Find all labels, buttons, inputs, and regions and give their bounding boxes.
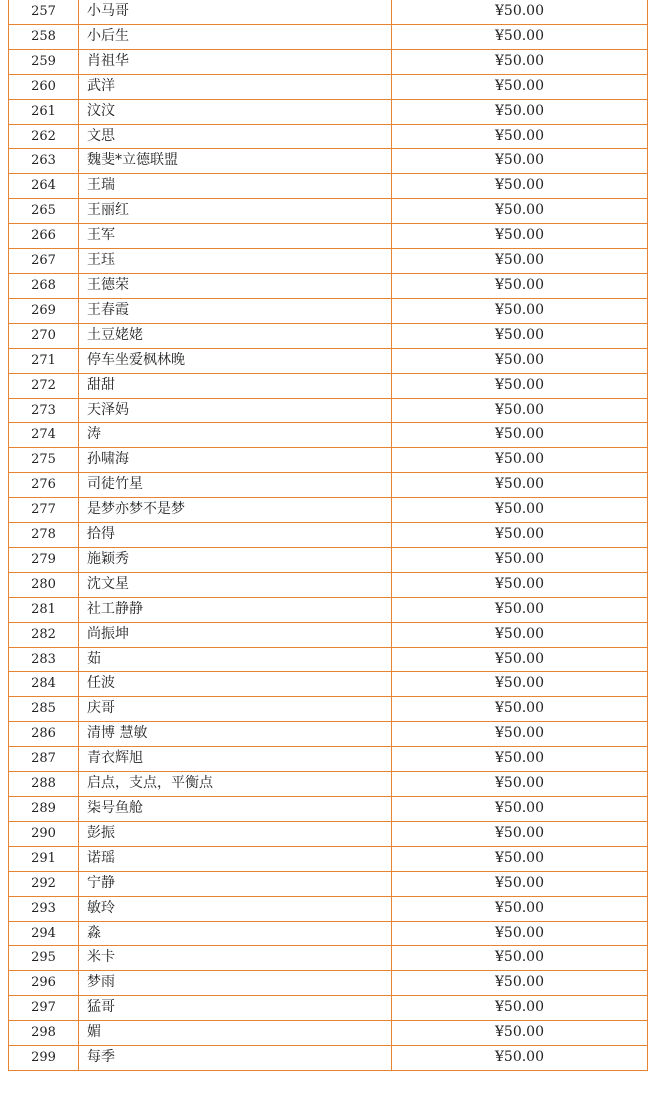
donation-amount: ¥50.00 [392,821,648,846]
table-row [9,523,648,548]
donation-amount: ¥50.00 [392,672,648,697]
donation-amount: ¥50.00 [392,473,648,498]
donor-name: 梦雨 [79,971,392,996]
donation-amount: ¥50.00 [392,348,648,373]
table-row [9,99,648,124]
row-number: 277 [9,498,79,523]
donation-amount: ¥50.00 [392,597,648,622]
donor-table [8,0,648,1071]
table-row [9,821,648,846]
table-row [9,473,648,498]
row-number: 258 [9,24,79,49]
table-row [9,0,648,24]
donor-name: 司徒竹星 [79,473,392,498]
donation-amount: ¥50.00 [392,747,648,772]
donor-name: 王军 [79,224,392,249]
donor-name: 任波 [79,672,392,697]
row-number: 266 [9,224,79,249]
table-row [9,174,648,199]
table-row [9,896,648,921]
row-number: 283 [9,647,79,672]
table-row [9,797,648,822]
table-row [9,647,648,672]
donation-amount: ¥50.00 [392,149,648,174]
donation-amount: ¥50.00 [392,498,648,523]
donation-amount: ¥50.00 [392,298,648,323]
donor-name: 王德荣 [79,273,392,298]
donor-name: 是梦亦梦不是梦 [79,498,392,523]
row-number: 276 [9,473,79,498]
table-row [9,373,648,398]
row-number: 278 [9,523,79,548]
row-number: 269 [9,298,79,323]
donation-amount: ¥50.00 [392,224,648,249]
table-row [9,423,648,448]
table-row [9,672,648,697]
row-number: 275 [9,448,79,473]
donor-name: 孙啸海 [79,448,392,473]
row-number: 265 [9,199,79,224]
donation-amount: ¥50.00 [392,124,648,149]
table-row [9,249,648,274]
table-row [9,547,648,572]
donor-name: 每季 [79,1046,392,1071]
row-number: 289 [9,797,79,822]
donor-name: 宁静 [79,871,392,896]
table-row [9,572,648,597]
table-row [9,747,648,772]
row-number: 259 [9,49,79,74]
donor-name: 清博 慧敏 [79,722,392,747]
donor-name: 猛哥 [79,996,392,1021]
row-number: 274 [9,423,79,448]
donor-name: 王丽红 [79,199,392,224]
donation-amount: ¥50.00 [392,49,648,74]
donor-name: 沈文星 [79,572,392,597]
donor-name: 肖祖华 [79,49,392,74]
donation-amount: ¥50.00 [392,722,648,747]
donation-amount: ¥50.00 [392,572,648,597]
row-number: 294 [9,921,79,946]
table-row [9,1046,648,1071]
row-number: 298 [9,1021,79,1046]
table-row [9,921,648,946]
donor-name: 米卡 [79,946,392,971]
table-row [9,224,648,249]
row-number: 268 [9,273,79,298]
donation-amount: ¥50.00 [392,622,648,647]
donation-amount: ¥50.00 [392,946,648,971]
row-number: 291 [9,846,79,871]
donor-name: 茹 [79,647,392,672]
donor-name: 启点，支点，平衡点 [79,772,392,797]
table-row [9,49,648,74]
table-row [9,498,648,523]
table-row [9,846,648,871]
row-number: 284 [9,672,79,697]
row-number: 280 [9,572,79,597]
row-number: 264 [9,174,79,199]
table-row [9,722,648,747]
donation-amount: ¥50.00 [392,99,648,124]
table-row [9,199,648,224]
donation-amount: ¥50.00 [392,871,648,896]
donation-amount: ¥50.00 [392,797,648,822]
donor-name: 淼 [79,921,392,946]
donor-name: 拾得 [79,523,392,548]
donor-name: 媚 [79,1021,392,1046]
table-row [9,772,648,797]
donor-name: 汶汶 [79,99,392,124]
table-row [9,273,648,298]
donation-amount: ¥50.00 [392,547,648,572]
donor-name: 施颖秀 [79,547,392,572]
table-row [9,697,648,722]
donor-table-body [9,0,648,1070]
donation-amount: ¥50.00 [392,249,648,274]
row-number: 295 [9,946,79,971]
donor-name: 社工静静 [79,597,392,622]
donation-amount: ¥50.00 [392,24,648,49]
row-number: 299 [9,1046,79,1071]
donor-name: 小马哥 [79,0,392,24]
donation-amount: ¥50.00 [392,199,648,224]
donation-amount: ¥50.00 [392,921,648,946]
donor-name: 青衣辉旭 [79,747,392,772]
row-number: 271 [9,348,79,373]
donation-amount: ¥50.00 [392,647,648,672]
donation-amount: ¥50.00 [392,1021,648,1046]
row-number: 290 [9,821,79,846]
donation-amount: ¥50.00 [392,772,648,797]
donation-amount: ¥50.00 [392,174,648,199]
row-number: 281 [9,597,79,622]
row-number: 273 [9,398,79,423]
donor-name: 王春霞 [79,298,392,323]
donation-amount: ¥50.00 [392,323,648,348]
table-row [9,124,648,149]
donor-name: 王瑞 [79,174,392,199]
table-row [9,996,648,1021]
donation-amount: ¥50.00 [392,996,648,1021]
donor-name: 敏玲 [79,896,392,921]
donor-name: 甜甜 [79,373,392,398]
donation-amount: ¥50.00 [392,74,648,99]
table-row [9,971,648,996]
row-number: 285 [9,697,79,722]
table-row [9,298,648,323]
donor-name: 天泽妈 [79,398,392,423]
row-number: 257 [9,0,79,24]
row-number: 293 [9,896,79,921]
donation-amount: ¥50.00 [392,398,648,423]
table-row [9,946,648,971]
donation-amount: ¥50.00 [392,846,648,871]
table-row [9,348,648,373]
table-row [9,24,648,49]
table-row [9,1021,648,1046]
donation-amount: ¥50.00 [392,523,648,548]
row-number: 296 [9,971,79,996]
row-number: 260 [9,74,79,99]
donation-amount: ¥50.00 [392,373,648,398]
donor-name: 魏斐*立德联盟 [79,149,392,174]
donor-name: 彭振 [79,821,392,846]
row-number: 292 [9,871,79,896]
donor-name: 停车坐爱枫林晚 [79,348,392,373]
row-number: 261 [9,99,79,124]
donor-name: 王珏 [79,249,392,274]
row-number: 262 [9,124,79,149]
table-row [9,398,648,423]
table-row [9,149,648,174]
table-row [9,871,648,896]
donation-amount: ¥50.00 [392,273,648,298]
donor-name: 柒号鱼舱 [79,797,392,822]
row-number: 279 [9,547,79,572]
table-row [9,323,648,348]
row-number: 267 [9,249,79,274]
table-row [9,448,648,473]
row-number: 287 [9,747,79,772]
donor-name: 土豆姥姥 [79,323,392,348]
donor-name: 庆哥 [79,697,392,722]
row-number: 288 [9,772,79,797]
donation-amount: ¥50.00 [392,423,648,448]
donor-name: 小后生 [79,24,392,49]
table-row [9,74,648,99]
donation-amount: ¥50.00 [392,971,648,996]
donor-name: 诺瑶 [79,846,392,871]
donation-amount: ¥50.00 [392,697,648,722]
donor-name: 文思 [79,124,392,149]
donor-name: 武洋 [79,74,392,99]
donor-name: 尚振坤 [79,622,392,647]
table-row [9,622,648,647]
row-number: 270 [9,323,79,348]
row-number: 286 [9,722,79,747]
row-number: 282 [9,622,79,647]
donation-amount: ¥50.00 [392,448,648,473]
donation-amount: ¥50.00 [392,0,648,24]
donation-amount: ¥50.00 [392,1046,648,1071]
table-row [9,597,648,622]
row-number: 272 [9,373,79,398]
row-number: 263 [9,149,79,174]
donation-amount: ¥50.00 [392,896,648,921]
donor-name: 涛 [79,423,392,448]
row-number: 297 [9,996,79,1021]
